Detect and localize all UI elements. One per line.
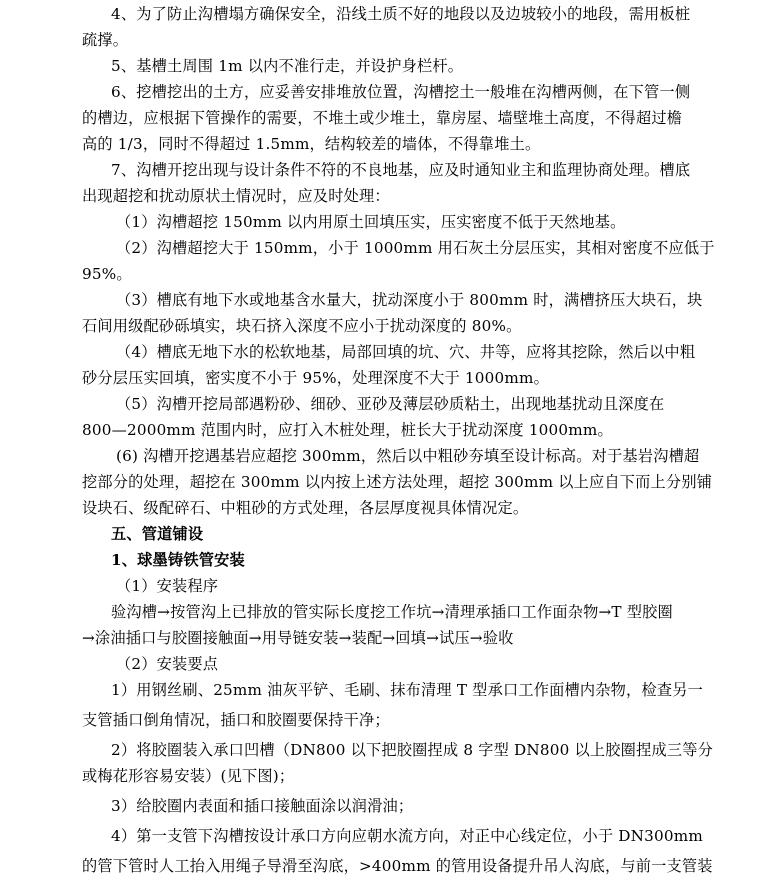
text-line: 砂分层压实回填，密实度不小于 95%，处理深度不大于 1000mm。	[82, 369, 549, 387]
text-line: （3）槽底有地下水或地基含水量大，扰动深度小于 800mm 时，满槽挤压大块石，块	[116, 291, 703, 309]
text-line: 3）给胶圈内表面和插口接触面涂以润滑油；	[111, 797, 414, 815]
text-line: 验沟槽→按管沟上已排放的管实际长度挖工作坑→清理承插口工作面杂物→T 型胶圈	[111, 603, 673, 621]
text-line: （1）安装程序	[116, 577, 219, 595]
text-line: 石间用级配砂砾填实，块石挤入深度不应小于扰动深度的 80%。	[82, 317, 522, 335]
text-line: 支管插口倒角情况，插口和胶圈要保持干净；	[82, 711, 390, 729]
subsection-heading: 1、球墨铸铁管安装	[111, 551, 245, 569]
text-line: 800—2000mm 范围内时，应打入木桩处理，桩长大于扰动深度 1000mm。	[82, 421, 613, 439]
text-line: 1）用钢丝刷、25mm 油灰平铲、毛刷、抹布清理 T 型承口工作面槽内杂物，检查另一	[111, 681, 703, 699]
text-line: 的槽边，应根据下管操作的需要，不堆土或少堆土，靠房屋、墙壁堆土高度，不得超过檐	[82, 109, 683, 127]
text-line: （4）槽底无地下水的松软地基，局部回填的坑、穴、井等，应将其挖除，然后以中粗	[116, 343, 696, 361]
text-line: 95%。	[82, 265, 132, 283]
text-line: （5）沟槽开挖局部遇粉砂、细砂、亚砂及薄层砂质粘土，出现地基扰动且深度在	[116, 395, 665, 413]
text-line: 或梅花形容易安装）(见下图)；	[82, 767, 295, 785]
text-line: （2）沟槽超挖大于 150mm，小于 1000mm 用石灰土分层压实，其相对密度不应低于	[116, 239, 715, 257]
text-line: 高的 1/3，同时不得超过 1.5mm，结构较差的墙体，不得靠堆土。	[82, 135, 541, 153]
text-line: （2）安装要点	[116, 655, 219, 673]
text-line: 的管下管时人工抬入用绳子导滑至沟底，>400mm 的管用设备提升吊人沟底，与前一支管装	[82, 857, 713, 875]
text-line: 6、挖槽挖出的土方，应妥善安排堆放位置，沟槽挖土一般堆在沟槽两侧，在下管一侧	[111, 83, 691, 101]
text-line: 7、沟槽开挖出现与设计条件不符的不良地基，应及时通知业主和监理协商处理。槽底	[111, 161, 691, 179]
text-line: 4）第一支管下沟槽按设计承口方向应朝水流方向，对正中心线定位，小于 DN300mm	[111, 827, 703, 845]
text-line: （1）沟槽超挖 150mm 以内用原土回填压实，压实密度不低于天然地基。	[116, 213, 626, 231]
text-line: 挖部分的处理，超挖在 300mm 以内按上述方法处理，超挖 300mm 以上应自下而上分别铺	[82, 473, 713, 491]
text-line: 5、基槽土周围 1m 以内不准行走，并设护身栏杆。	[111, 57, 464, 75]
text-line: (6) 沟槽开挖遇基岩应超挖 300mm，然后以中粗砂夯填至设计标高。对于基岩沟槽超	[116, 447, 700, 465]
text-line: 4、为了防止沟槽塌方确保安全，沿线土质不好的地段以及边坡较小的地段，需用板桩	[111, 5, 691, 23]
text-line: 出现超挖和扰动原状土情况时，应及时处理：	[82, 187, 390, 205]
text-line: 2）将胶圈装入承口凹槽（DN800 以下把胶圈捏成 8 字型 DN800 以上胶圈捏成三等分	[111, 741, 714, 759]
text-line: 疏撑。	[82, 31, 129, 49]
section-heading: 五、管道铺设	[111, 525, 204, 543]
text-line: →涂油插口与胶圈接触面→用导链安装→装配→回填→试压→验收	[82, 629, 514, 647]
text-line: 设块石、级配碎石、中粗砂的方式处理，各层厚度视具体情况定。	[82, 499, 529, 517]
